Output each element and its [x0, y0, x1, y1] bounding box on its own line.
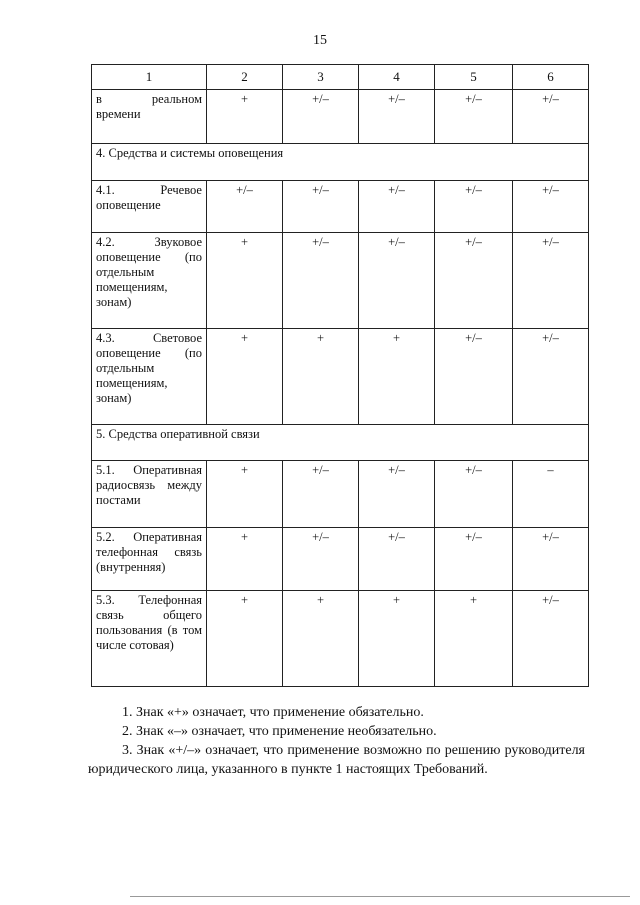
note-item: 2. Знак «–» означает, что применение необязательно. — [122, 724, 437, 739]
section-title: 5. Средства оперативной связи — [92, 425, 589, 461]
section-row — [92, 144, 589, 181]
row-name: 5.1. Оперативная радиосвязь между постами — [92, 461, 207, 528]
column-header: 1 — [92, 65, 207, 90]
mark-cell: + — [207, 528, 283, 591]
mark-cell: + — [207, 233, 283, 329]
row-name: 4.3. Световое оповещение (по отдельным помещениям, зонам) — [92, 329, 207, 425]
mark-cell: + — [283, 591, 359, 687]
table-row — [92, 329, 589, 425]
table-row — [92, 528, 589, 591]
note-item: 1. Знак «+» означает, что применение обязательно. — [122, 705, 424, 720]
mark-cell: +/– — [283, 90, 359, 144]
row-name: 5.3. Телефонная связь общего пользования (в том числе сотовая) — [92, 591, 207, 687]
column-header: 2 — [207, 65, 283, 90]
mark-cell: +/– — [435, 233, 513, 329]
mark-cell: +/– — [359, 181, 435, 233]
mark-cell: +/– — [283, 233, 359, 329]
requirements-table — [91, 64, 589, 687]
mark-cell: +/– — [359, 461, 435, 528]
bottom-divider — [130, 896, 630, 897]
mark-cell: +/– — [513, 528, 589, 591]
table-row — [92, 461, 589, 528]
column-header: 3 — [283, 65, 359, 90]
page-number: 15 — [313, 33, 327, 48]
mark-cell: +/– — [513, 90, 589, 144]
column-header: 6 — [513, 65, 589, 90]
mark-cell: +/– — [513, 233, 589, 329]
mark-cell: +/– — [207, 181, 283, 233]
mark-cell: +/– — [513, 591, 589, 687]
mark-cell: +/– — [283, 528, 359, 591]
mark-cell: +/– — [283, 461, 359, 528]
table-header-row — [92, 65, 589, 90]
mark-cell: +/– — [359, 233, 435, 329]
notes — [88, 703, 585, 779]
row-name: в реальном времени — [92, 90, 207, 144]
table-row — [92, 90, 589, 144]
row-name: 4.2. Звуковое оповещение (по отдельным помещениям, зонам) — [92, 233, 207, 329]
mark-cell: + — [207, 90, 283, 144]
table-row — [92, 233, 589, 329]
mark-cell: +/– — [283, 181, 359, 233]
mark-cell: +/– — [435, 528, 513, 591]
mark-cell: + — [435, 591, 513, 687]
mark-cell: +/– — [359, 528, 435, 591]
mark-cell: – — [513, 461, 589, 528]
mark-cell: +/– — [435, 90, 513, 144]
table-row — [92, 591, 589, 687]
mark-cell: +/– — [435, 329, 513, 425]
mark-cell: + — [359, 591, 435, 687]
row-name: 4.1. Речевое оповещение — [92, 181, 207, 233]
row-name: 5.2. Оперативная телефонная связь (внутренняя) — [92, 528, 207, 591]
mark-cell: + — [283, 329, 359, 425]
mark-cell: +/– — [359, 90, 435, 144]
column-header: 4 — [359, 65, 435, 90]
mark-cell: +/– — [513, 181, 589, 233]
mark-cell: + — [359, 329, 435, 425]
mark-cell: +/– — [435, 181, 513, 233]
note-item: 3. Знак «+/–» означает, что применение возможно по решению руководителя юридического лица, указанного в пункте 1 настоящих Требований. — [88, 743, 585, 777]
section-row — [92, 425, 589, 461]
column-header: 5 — [435, 65, 513, 90]
section-title: 4. Средства и системы оповещения — [92, 144, 589, 181]
mark-cell: + — [207, 591, 283, 687]
mark-cell: + — [207, 461, 283, 528]
mark-cell: +/– — [435, 461, 513, 528]
mark-cell: + — [207, 329, 283, 425]
mark-cell: +/– — [513, 329, 589, 425]
table-row — [92, 181, 589, 233]
